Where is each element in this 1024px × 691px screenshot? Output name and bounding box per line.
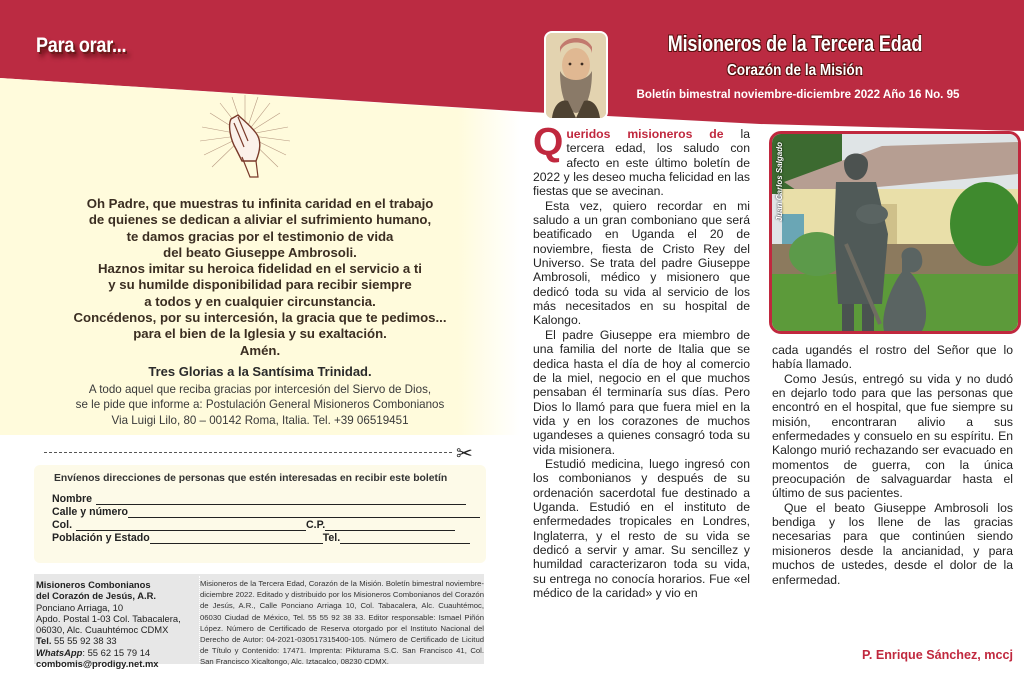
legal-text: Misioneros de la Tercera Edad, Corazón de la Misión. Boletín bimestral noviembre-diciembre 2022. Editado y distribuido por los Misioneros Combonianos del Corazón de Jesús, A.R., Calle Ponciano Arriaga 10, Col. Tabacalera, Alc. Cuauhtémoc, 06030 Ciudad de México, Tel. 55 55 92 38 33. Editor responsable: Ismael Piñón López. Número de Certificado de Reserva otorgado por el Instituto Nacional del Derecho de Autor: 04-2021-030517315400-105. Número de Certificado de Licitud de Título y Contenido: 17471. Imprenta: Pikturama S.C. San Francisco 41, Col. San Francisco Xicaltongo, Alc. Iztacalco, 08230 CDMX. xyxy=(200,579,484,667)
tel-label: Tel. xyxy=(322,532,341,544)
whatsapp-label: WhatsApp xyxy=(36,646,83,658)
statue-photo-illustration xyxy=(772,134,1018,331)
prayer-line: Concédenos, por su intercesión, la gracia que te pedimos... xyxy=(73,310,447,326)
issue-info: Boletín bimestral noviembre-diciembre 2022 Año 16 No. 95 xyxy=(636,88,960,101)
form-row-poblacion xyxy=(52,532,470,544)
tel-label: Tel. xyxy=(36,635,52,647)
portrait-illustration xyxy=(546,33,606,118)
glorias-heading: Tres Glorias a la Santísima Trinidad. xyxy=(148,364,372,379)
email-link[interactable]: combomis@prodigy.net.mx xyxy=(36,658,159,670)
masthead-title: Misioneros de la Tercera Edad xyxy=(667,31,923,56)
prayer-line: del beato Giuseppe Ambrosoli. xyxy=(163,244,357,260)
article-paragraph: Estudió medicina, luego ingresó con los combonianos y después de su ordenación sacerdotal fue destinado a Uganda. Estudió en el instituto de enfermedades tropicales en Londres, Inglaterra, y el resto de su vida se dedicó a servir y amar. Su sencillez y humildad caracterizaron toda su vida, su entrega no conocía horarios. Fue «el médico de la caridad» y vio en xyxy=(533,456,750,600)
prayer-line: Haznos imitar su heroica fidelidad en el servicio a ti xyxy=(98,261,422,277)
col-field[interactable] xyxy=(76,520,306,531)
calle-field[interactable] xyxy=(128,507,480,518)
tel-value: 55 55 92 38 33 xyxy=(51,635,117,647)
tel-field[interactable] xyxy=(340,533,470,544)
praying-hands-icon xyxy=(198,95,293,190)
prayer-line: y su humilde disponibilidad para recibir siempre xyxy=(108,277,412,293)
form-row-calle xyxy=(52,506,480,518)
prayer-line: a todos y en cualquier circunstancia. xyxy=(144,293,376,309)
article-column-1 xyxy=(533,121,750,600)
prayer-line: Oh Padre, que muestras tu infinita caridad en el trabajo xyxy=(86,196,434,211)
address-line: Ponciano Arriaga, 10 xyxy=(36,601,124,613)
drop-cap: Q xyxy=(533,121,564,164)
calle-label: Calle y número xyxy=(52,506,128,518)
author-signature: P. Enrique Sánchez, mccj xyxy=(862,648,1013,662)
org-name: Misioneros Combonianos xyxy=(36,579,151,590)
photo-credit: Juan Carlos Salgado xyxy=(775,142,784,222)
publisher-info xyxy=(34,574,484,670)
note-line: Via Luigi Lilo, 80 – 00142 Roma, Italia. Tel. +39 06519451 xyxy=(111,413,409,427)
org-name-2: del Corazón de Jesús, A.R. xyxy=(36,590,156,602)
form-row-col xyxy=(52,519,455,531)
postulation-note xyxy=(30,382,490,428)
nombre-label: Nombre xyxy=(52,493,93,505)
prayer-line: Amén. xyxy=(239,342,281,358)
poblacion-field[interactable] xyxy=(150,533,323,544)
cp-label: C.P. xyxy=(306,519,326,531)
cp-field[interactable] xyxy=(325,520,455,531)
col-label: Col. xyxy=(52,519,73,531)
whatsapp xyxy=(36,647,196,658)
phone xyxy=(36,635,196,646)
address-line: 06030, Alc. Cuauhtémoc CDMX xyxy=(36,624,169,636)
prayer-text xyxy=(30,196,490,359)
note-line: se le pide que informe a: Postulación General Misioneros Combonianos xyxy=(75,398,445,412)
note-line: A todo aquel que reciba gracias por intercesión del Siervo de Dios, xyxy=(88,383,432,396)
prayer-line: te damos gracias por el testimonio de vida xyxy=(126,228,394,244)
form-row-nombre xyxy=(52,493,466,505)
cut-line xyxy=(44,452,452,453)
masthead-subtitle: Corazón de la Misión xyxy=(726,62,863,79)
form-title: Envíenos direcciones de personas que estén interesadas en recibir este boletín xyxy=(54,473,448,484)
article-paragraph xyxy=(533,121,750,199)
prayer-line: para el bien de la Iglesia y su exaltación. xyxy=(133,326,387,342)
article-lead: ueridos misioneros de xyxy=(566,127,724,141)
address-line: Apdo. Postal 1-03 Col. Tabacalera, xyxy=(36,612,181,624)
contact-block xyxy=(36,579,196,669)
article-column-2 xyxy=(772,343,1013,587)
article-paragraph: Esta vez, quiero recordar en mi saludo a un gran comboniano que será beatificado en Uganda el 20 de noviembre, fiesta de Cristo Rey del Universo. Se trata del padre Giuseppe Ambrosoli, médico y misionero que dedicó toda su vida al servicio de los más necesitados en su hospital de Kalongo. xyxy=(533,198,750,328)
poblacion-label: Población y Estado xyxy=(52,532,150,544)
statue-photo xyxy=(769,131,1021,334)
article-paragraph: Que el beato Giuseppe Ambrosoli los bendiga y los llene de las gracias necesarias para que continúen siendo misioneros desde la ancianidad, y para muchos de ustedes, desde el dolor de la enfermedad. xyxy=(772,500,1013,587)
prayer-line: de quienes se dedican a aliviar el sufrimiento humano, xyxy=(88,212,432,228)
article-text: la tercera edad, los saludo con afecto en este último boletín de 2022 y les deseo mucha felicidad en las fiestas que se avecinan. xyxy=(533,127,750,199)
portrait-image xyxy=(544,31,608,120)
address-form xyxy=(34,465,486,563)
section-title: Para orar... xyxy=(36,34,127,57)
nombre-field[interactable] xyxy=(96,494,466,505)
scissors-icon: ✂ xyxy=(456,443,473,465)
article-paragraph: El padre Giuseppe era miembro de una familia del norte de Italia que se dedica hasta el día de hoy al comercio de la miel, negocio en el que muchos pensaban él terminaría sus días. Pero Dios lo llamó para que fuera miel en la vida y en los corazones de muchos ugandeses a quienes consagró toda su vida misionera. xyxy=(533,327,750,457)
article-paragraph: cada ugandés el rostro del Señor que lo había llamado. xyxy=(772,343,1013,372)
article-paragraph: Como Jesús, entregó su vida y no dudó en dejarlo todo para que las personas que encontró en el hospital, que fue siempre su misión, encontraran alivio a sus enfermedades y consuelo en su espíritu. En Kalongo murió rechazando ser evacuado en momentos de guerra, con la única preocupación de salvaguardar hasta el último de sus pacientes. xyxy=(772,371,1013,501)
whatsapp-value: : 55 62 15 79 14 xyxy=(82,646,151,658)
